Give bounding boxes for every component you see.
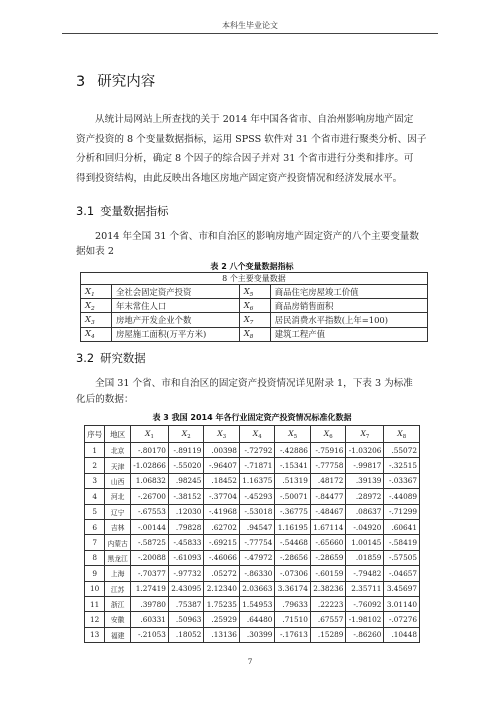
table-row <box>81 285 428 299</box>
table-row <box>85 596 420 611</box>
region-cell: 山西 <box>105 473 131 488</box>
value-cell: .98245 <box>168 473 204 488</box>
col-header-x2: $X_2$ <box>168 426 204 443</box>
value-cell: 2.12340 <box>204 581 240 596</box>
value-cell: -.32515 <box>384 458 420 473</box>
var-symbol: $X_7$ <box>239 313 270 327</box>
value-cell: 1.00145 <box>346 535 384 550</box>
value-cell: .25929 <box>204 612 240 627</box>
col-header-x8: $X_8$ <box>384 426 420 443</box>
col-header-x7: $X_7$ <box>346 426 384 443</box>
value-cell: .94547 <box>239 519 275 534</box>
var-label: 年末常住人口 <box>112 299 240 313</box>
value-cell: -.55020 <box>168 458 204 473</box>
value-cell: -.53018 <box>239 504 275 519</box>
var-symbol: $X_8$ <box>239 327 270 341</box>
value-cell: -.26700 <box>130 489 168 504</box>
section-number: 3 <box>76 74 86 90</box>
value-cell: -.48467 <box>310 504 346 519</box>
var-symbol: $X_2$ <box>81 299 112 313</box>
value-cell: .55072 <box>384 443 420 458</box>
value-cell: .30399 <box>239 627 275 642</box>
value-cell: .08637 <box>346 504 384 519</box>
value-cell: -1.98102 <box>346 612 384 627</box>
row-number: 4 <box>85 489 105 504</box>
region-cell: 天津 <box>105 458 131 473</box>
subsection-heading-3-1 <box>76 203 168 219</box>
var-symbol: $X_5$ <box>239 285 270 299</box>
value-cell: -.75916 <box>310 443 346 458</box>
value-cell: -.37704 <box>204 489 240 504</box>
subsection-title: 研究数据 <box>100 351 146 365</box>
region-cell: 黑龙江 <box>105 550 131 565</box>
sub1-paragraph <box>76 229 428 259</box>
value-cell: .71510 <box>275 612 311 627</box>
var-label: 建筑工程产值 <box>270 327 427 341</box>
value-cell: -.54468 <box>275 535 311 550</box>
sub1-line: 据如表 2 <box>76 246 114 257</box>
value-cell: 1.54953 <box>239 596 275 611</box>
value-cell: -.03367 <box>384 473 420 488</box>
value-cell: .18052 <box>168 627 204 642</box>
value-cell: -.72792 <box>239 443 275 458</box>
table2-caption: 表 2 八个变量数据指标 <box>210 262 294 271</box>
value-cell: .50963 <box>168 612 204 627</box>
value-cell: -.28659 <box>310 550 346 565</box>
value-cell: -.77754 <box>239 535 275 550</box>
var-symbol: $X_1$ <box>81 285 112 299</box>
page-number: 7 <box>247 657 253 666</box>
table-row <box>85 519 420 534</box>
table-row <box>81 327 428 341</box>
value-cell: -.42886 <box>275 443 311 458</box>
row-number: 3 <box>85 473 105 488</box>
table-row <box>85 535 420 550</box>
value-cell: -.50071 <box>275 489 311 504</box>
region-cell: 福建 <box>105 627 131 642</box>
table-row <box>85 473 420 488</box>
col-header-region: 地区 <box>105 426 131 443</box>
value-cell: -.86330 <box>239 566 275 581</box>
intro-line: 资产投资的 8 个变量数据指标，运用 SPSS 软件对 31 个省市进行聚类分析、因子 <box>76 133 427 145</box>
col-header-x3: $X_3$ <box>204 426 240 443</box>
region-cell: 上海 <box>105 566 131 581</box>
region-cell: 吉林 <box>105 519 131 534</box>
value-cell: 3.36174 <box>275 581 311 596</box>
value-cell: -.46066 <box>204 550 240 565</box>
var-label: 商品住宅房屋竣工价值 <box>270 285 427 299</box>
subsection-number: 3.2 <box>76 351 95 365</box>
table-row <box>81 313 428 327</box>
table3-header-row <box>85 426 420 443</box>
value-cell: -.65660 <box>310 535 346 550</box>
value-cell: -.58419 <box>384 535 420 550</box>
value-cell: -.67553 <box>130 504 168 519</box>
value-cell: -.07306 <box>275 566 311 581</box>
value-cell: .15289 <box>310 627 346 642</box>
region-cell: 浙江 <box>105 596 131 611</box>
value-cell: .79828 <box>168 519 204 534</box>
value-cell: -.97732 <box>168 566 204 581</box>
header-title: 本科生毕业论文 <box>222 21 278 30</box>
var-symbol: $X_4$ <box>81 327 112 341</box>
table2-header-row <box>81 273 428 285</box>
value-cell: -.96407 <box>204 458 240 473</box>
value-cell: .28972 <box>346 489 384 504</box>
table3-caption: 表 3 我国 2014 年各行业固定资产投资情况标准化数据 <box>152 413 352 422</box>
table-row <box>85 566 420 581</box>
value-cell: -.58725 <box>130 535 168 550</box>
section-heading <box>76 70 155 91</box>
row-number: 11 <box>85 596 105 611</box>
value-cell: -.89119 <box>168 443 204 458</box>
table-row <box>85 443 420 458</box>
subsection-heading-3-2 <box>76 350 146 366</box>
value-cell: -.71299 <box>384 504 420 519</box>
table2 <box>80 272 428 342</box>
row-number: 1 <box>85 443 105 458</box>
value-cell: -.76092 <box>346 596 384 611</box>
value-cell: -1.03206 <box>346 443 384 458</box>
region-cell: 内蒙古 <box>105 535 131 550</box>
value-cell: -.20088 <box>130 550 168 565</box>
row-number: 7 <box>85 535 105 550</box>
value-cell: -.38152 <box>168 489 204 504</box>
row-number: 8 <box>85 550 105 565</box>
value-cell: -.15341 <box>275 458 311 473</box>
table-row <box>81 299 428 313</box>
value-cell: -.21053 <box>130 627 168 642</box>
value-cell: -.47972 <box>239 550 275 565</box>
value-cell: -1.02866 <box>130 458 168 473</box>
row-number: 2 <box>85 458 105 473</box>
section-title: 研究内容 <box>97 74 156 90</box>
value-cell: .39139 <box>346 473 384 488</box>
value-cell: .22223 <box>310 596 346 611</box>
subsection-number: 3.1 <box>76 204 95 218</box>
table3 <box>84 425 420 643</box>
value-cell: 2.43095 <box>168 581 204 596</box>
intro-line: 从统计局网站上所查找的关于 2014 年中国各省市、自治州影响房地产固定 <box>95 114 414 125</box>
var-label: 居民消费水平指数(上年=100) <box>270 313 427 327</box>
table2-header: 8 个主要变量数据 <box>81 273 428 285</box>
region-cell: 辽宁 <box>105 504 131 519</box>
value-cell: -.70377 <box>130 566 168 581</box>
value-cell: 2.03663 <box>239 581 275 596</box>
value-cell: 1.16195 <box>275 519 311 534</box>
value-cell: .60641 <box>384 519 420 534</box>
value-cell: 3.45697 <box>384 581 420 596</box>
value-cell: -.17613 <box>275 627 311 642</box>
value-cell: .12030 <box>168 504 204 519</box>
value-cell: -.07276 <box>384 612 420 627</box>
col-header-x6: $X_6$ <box>310 426 346 443</box>
value-cell: -.45833 <box>168 535 204 550</box>
value-cell: -.80170 <box>130 443 168 458</box>
value-cell: .39780 <box>130 596 168 611</box>
value-cell: 1.67114 <box>310 519 346 534</box>
value-cell: .48172 <box>310 473 346 488</box>
value-cell: .75387 <box>168 596 204 611</box>
col-header-x1: $X_1$ <box>130 426 168 443</box>
value-cell: -.36775 <box>275 504 311 519</box>
table-row <box>85 581 420 596</box>
intro-line: 分析和回归分析，确定 8 个因子的综合因子并对 31 个省市进行分类和排序。可 <box>76 153 414 164</box>
row-number: 6 <box>85 519 105 534</box>
value-cell: -.61093 <box>168 550 204 565</box>
row-number: 12 <box>85 612 105 627</box>
row-number: 5 <box>85 504 105 519</box>
value-cell: .67557 <box>310 612 346 627</box>
value-cell: .01859 <box>346 550 384 565</box>
value-cell: -.28656 <box>275 550 311 565</box>
value-cell: 1.27419 <box>130 581 168 596</box>
var-label: 房屋施工面积(万平方米) <box>112 327 240 341</box>
row-number: 9 <box>85 566 105 581</box>
value-cell: .00398 <box>204 443 240 458</box>
value-cell: 2.35711 <box>346 581 384 596</box>
value-cell: -.04920 <box>346 519 384 534</box>
row-number: 10 <box>85 581 105 596</box>
intro-line: 得到投资结构，由此反映出各地区房地产固定资产投资情况和经济发展水平。 <box>76 172 403 184</box>
col-header-no: 序号 <box>85 426 105 443</box>
value-cell: -.60159 <box>310 566 346 581</box>
table-row <box>85 550 420 565</box>
var-label: 商品房销售面积 <box>270 299 427 313</box>
var-label: 全社会固定资产投资 <box>112 285 240 299</box>
value-cell: -.99817 <box>346 458 384 473</box>
value-cell: 2.38236 <box>310 581 346 596</box>
table-row <box>85 612 420 627</box>
value-cell: -.00144 <box>130 519 168 534</box>
region-cell: 安徽 <box>105 612 131 627</box>
value-cell: -.84477 <box>310 489 346 504</box>
var-label: 房地产开发企业个数 <box>112 313 240 327</box>
region-cell: 江苏 <box>105 581 131 596</box>
row-number: 13 <box>85 627 105 642</box>
value-cell: .18452 <box>204 473 240 488</box>
sub2-paragraph <box>76 376 428 408</box>
value-cell: 1.06832 <box>130 473 168 488</box>
value-cell: .13136 <box>204 627 240 642</box>
value-cell: -.86260 <box>346 627 384 642</box>
value-cell: -.04657 <box>384 566 420 581</box>
var-symbol: $X_3$ <box>81 313 112 327</box>
var-symbol: $X_6$ <box>239 299 270 313</box>
col-header-x4: $X_4$ <box>239 426 275 443</box>
subsection-title: 变量数据指标 <box>100 204 169 218</box>
table-row <box>85 504 420 519</box>
sub2-line: 化后的数据： <box>76 394 134 405</box>
value-cell: -.44089 <box>384 489 420 504</box>
value-cell: .64480 <box>239 612 275 627</box>
value-cell: 3.01140 <box>384 596 420 611</box>
intro-paragraph <box>76 110 428 188</box>
value-cell: -.69215 <box>204 535 240 550</box>
value-cell: .05272 <box>204 566 240 581</box>
value-cell: -.77758 <box>310 458 346 473</box>
value-cell: 1.16375 <box>239 473 275 488</box>
value-cell: .62702 <box>204 519 240 534</box>
value-cell: .10448 <box>384 627 420 642</box>
value-cell: .79633 <box>275 596 311 611</box>
region-cell: 北京 <box>105 443 131 458</box>
value-cell: -.45293 <box>239 489 275 504</box>
value-cell: -.71871 <box>239 458 275 473</box>
value-cell: -.79482 <box>346 566 384 581</box>
sub1-line: 2014 年全国 31 个省、市和自治区的影响房地产固定资产的八个主要变量数 <box>95 231 419 242</box>
sub2-line: 全国 31 个省、市和自治区的固定资产投资情况详见附录 1，下表 3 为标准 <box>95 378 413 389</box>
table-row <box>85 627 420 642</box>
value-cell: .60331 <box>130 612 168 627</box>
table3-body <box>85 443 420 643</box>
table-row <box>85 458 420 473</box>
col-header-x5: $X_5$ <box>275 426 311 443</box>
value-cell: -.57505 <box>384 550 420 565</box>
value-cell: -.41968 <box>204 504 240 519</box>
running-header <box>62 20 438 34</box>
value-cell: .51319 <box>275 473 311 488</box>
region-cell: 河北 <box>105 489 131 504</box>
value-cell: 1.75235 <box>204 596 240 611</box>
table-row <box>85 489 420 504</box>
